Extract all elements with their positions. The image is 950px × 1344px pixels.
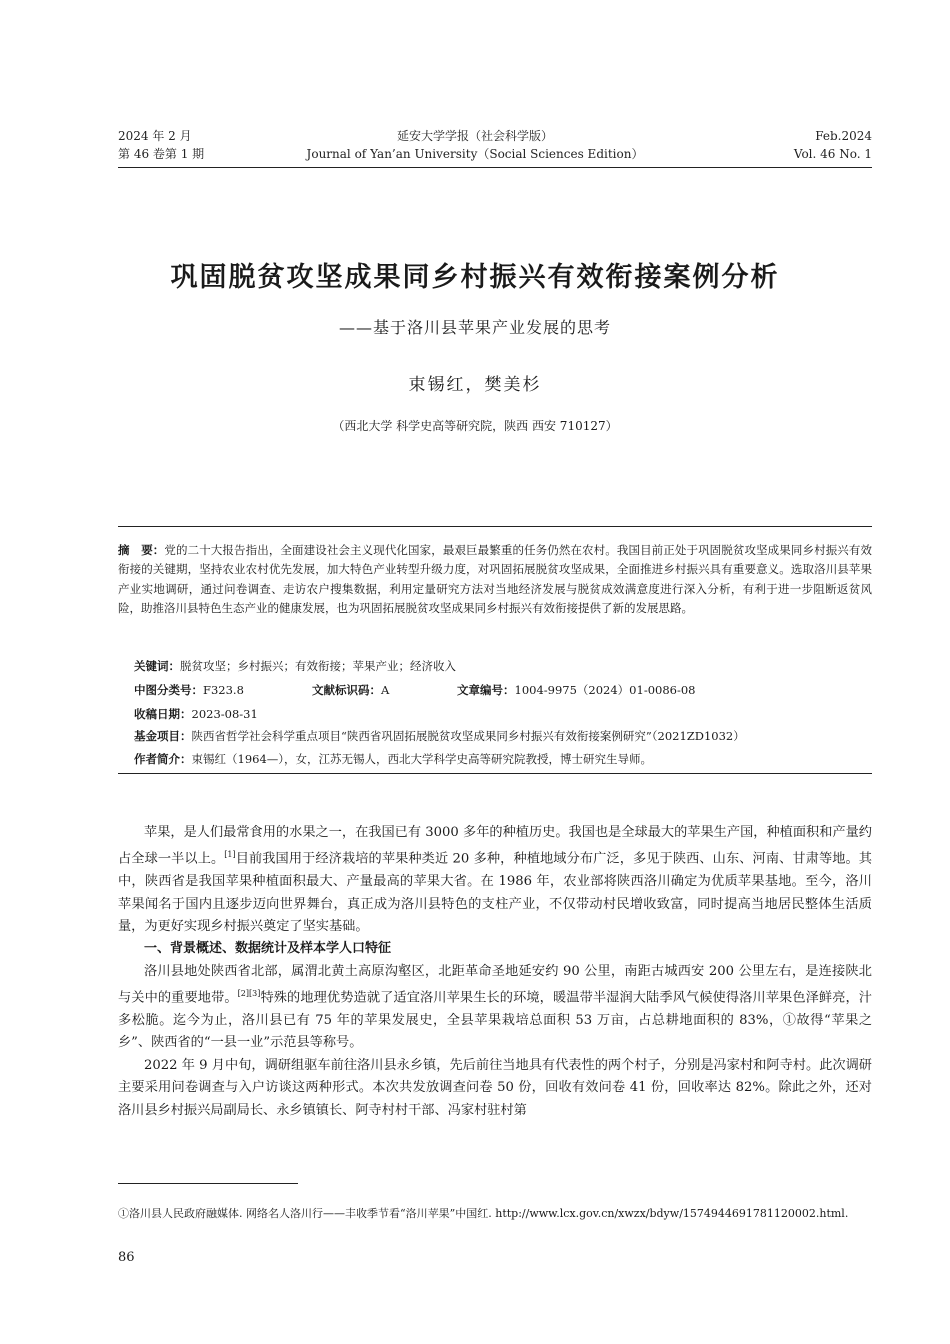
p2-text-c: 故得“苹果之乡”、陕西省的“一县一业”示范县等称号。 <box>118 1013 873 1051</box>
header-left <box>118 127 204 163</box>
paragraph-3: 2022 年 9 月中旬，调研组驱车前往洛川县永乡镇，先后前往当地具有代表性的两个村子，分别是冯家村和阿寺村。此次调研主要采用问卷调查与入户访谈这两种形式。本次共发放调查问卷 50 份，回收有效问卷 41 份，回收率达 82%。除此之外，还对洛川县乡村振兴局副局长、永乡镇镇长、阿寺村村干部、冯家村驻村第 <box>118 1057 872 1118</box>
keywords-value: 脱贫攻坚；乡村振兴；有效衔接；苹果产业；经济收入 <box>180 659 456 673</box>
p1-text-b: 目前我国用于经济栽培的苹果种类近 20 多种，种植地域分布广泛，多见于陕西、山东、河南、甘肃等地。其中，陕西省是我国苹果种植面积最大、产量最高的苹果大省。在 1986 年，农业部将陕西洛川确定为优质苹果基地。至今，洛川苹果闻名于国内且逐步迈向世界舞台，真正成为洛川县特色的支柱产业，不仅带动村民增收致富，同时提高当地居民整体生活质量，为更好实现乡村振兴奠定了坚实基础。 <box>118 851 872 935</box>
paper-title: 巩固脱贫攻坚成果同乡村振兴有效衔接案例分析 <box>170 262 780 293</box>
abstract-top-rule <box>118 526 872 527</box>
abstract-text: 党的二十大报告指出，全面建设社会主义现代化国家，最艰巨最繁重的任务仍然在农村。我国目前正处于巩固脱贫攻坚成果同乡村振兴有效衔接的关键期，坚持农业农村优先发展，加大特色产业转型升级力度，对巩固拓展脱贫攻坚成果，全面推进乡村振兴具有重要意义。选取洛川县苹果产业实地调研，通过问卷调查、走访农户搜集数据，利用定量研究方法对当地经济发展与脱贫成效满意度进行深入分析，有利于进一步阻断返贫风险，助推洛川县特色生态产业的健康发展，也为巩固拓展脱贫攻坚成果同乡村振兴有效衔接提供了新的发展思路。 <box>118 543 872 615</box>
article-number <box>457 683 696 697</box>
fund-value: 陕西省哲学社会科学重点项目“陕西省巩固拓展脱贫攻坚成果同乡村振兴有效衔接案例研究”（2021ZD1032） <box>191 729 745 743</box>
fund <box>134 727 872 746</box>
footnote-mark: ① <box>782 1013 797 1029</box>
received-value: 2023-08-31 <box>191 707 258 721</box>
abstract-label: 摘 要： <box>118 543 165 557</box>
article-number-label: 文章编号： <box>457 683 515 697</box>
citation-1: [1] <box>224 850 236 860</box>
keywords-label: 关键词： <box>134 659 180 673</box>
header-center <box>300 127 650 163</box>
authors: 束锡红，樊美杉 <box>408 375 542 395</box>
clc <box>134 681 312 700</box>
header-rule <box>118 167 872 168</box>
clc-value: F323.8 <box>203 683 244 697</box>
p1-text-a: 苹果，是人们最常食用的水果之一，在我国已有 3000 多年的种植历史。我国也是全球最大的苹果生产国，种植面积和产量约占全球一半以上。 <box>118 825 872 867</box>
p2-text-b: 特殊的地理优势造就了适宜洛川苹果生长的环境，暖温带半湿润大陆季风气候使得洛川苹果色泽鲜亮，汁多松脆。迄今为止，洛川县已有 75 年的苹果发展史，全县苹果栽培总面积 53 万亩，占总耕地面积的 83%， <box>118 990 872 1029</box>
header-right <box>794 127 872 163</box>
doc-code-label: 文献标识码： <box>312 683 381 697</box>
paragraph-1 <box>118 822 872 938</box>
paragraph-2 <box>118 961 872 1055</box>
volume-issue-en: Vol. 46 No. 1 <box>793 147 872 161</box>
citation-2-3: [2][3] <box>237 989 261 999</box>
paper-subtitle: ——基于洛川县苹果产业发展的思考 <box>338 318 611 337</box>
classification-row <box>134 681 872 700</box>
received-date <box>134 705 872 724</box>
affiliation: （西北大学 科学史高等研究院，陕西 西安 710127） <box>332 419 618 433</box>
author-bio <box>134 750 872 769</box>
article-number-value: 1004-9975（2024）01-0086-08 <box>514 683 696 697</box>
doc-code-value: A <box>381 683 390 697</box>
volume-issue: 第 46 卷第 1 期 <box>118 147 205 161</box>
abstract-bottom-rule <box>118 773 872 774</box>
issue-date: 2024 年 2 月 <box>118 129 192 143</box>
footnote: ①洛川县人民政府融媒体. 网络名人洛川行——丰收季节看“洛川苹果”中国红. http://www.lcx.gov.cn/xwzx/bdyw/1574944691781120002.html. <box>118 1207 849 1220</box>
section-heading-1: 一、背景概述、数据统计及样本学人口特征 <box>144 941 392 957</box>
journal-name-en: Journal of Yan’an University（Social Sciences Edition） <box>306 147 644 161</box>
journal-name-cn: 延安大学学报（社会科学版） <box>396 129 553 143</box>
bio-label: 作者简介： <box>134 752 192 766</box>
page-number: 86 <box>118 1250 135 1265</box>
keywords <box>134 657 872 676</box>
clc-label: 中图分类号： <box>134 683 203 697</box>
body-text <box>118 822 872 1122</box>
abstract <box>118 541 872 618</box>
p2-text-a: 洛川县地处陕西省北部，属渭北黄土高原沟壑区，北距革命圣地延安约 90 公里，南距古城西安 200 公里左右，是连接陕北与关中的重要地带。 <box>118 963 872 1006</box>
fund-label: 基金项目： <box>134 729 192 743</box>
doc-code <box>312 681 457 700</box>
issue-date-en: Feb.2024 <box>815 129 872 143</box>
footnote-rule <box>118 1183 298 1184</box>
bio-value: 束锡红（1964—），女，江苏无锡人，西北大学科学史高等研究院教授，博士研究生导师。 <box>191 752 653 766</box>
received-label: 收稿日期： <box>134 707 192 721</box>
